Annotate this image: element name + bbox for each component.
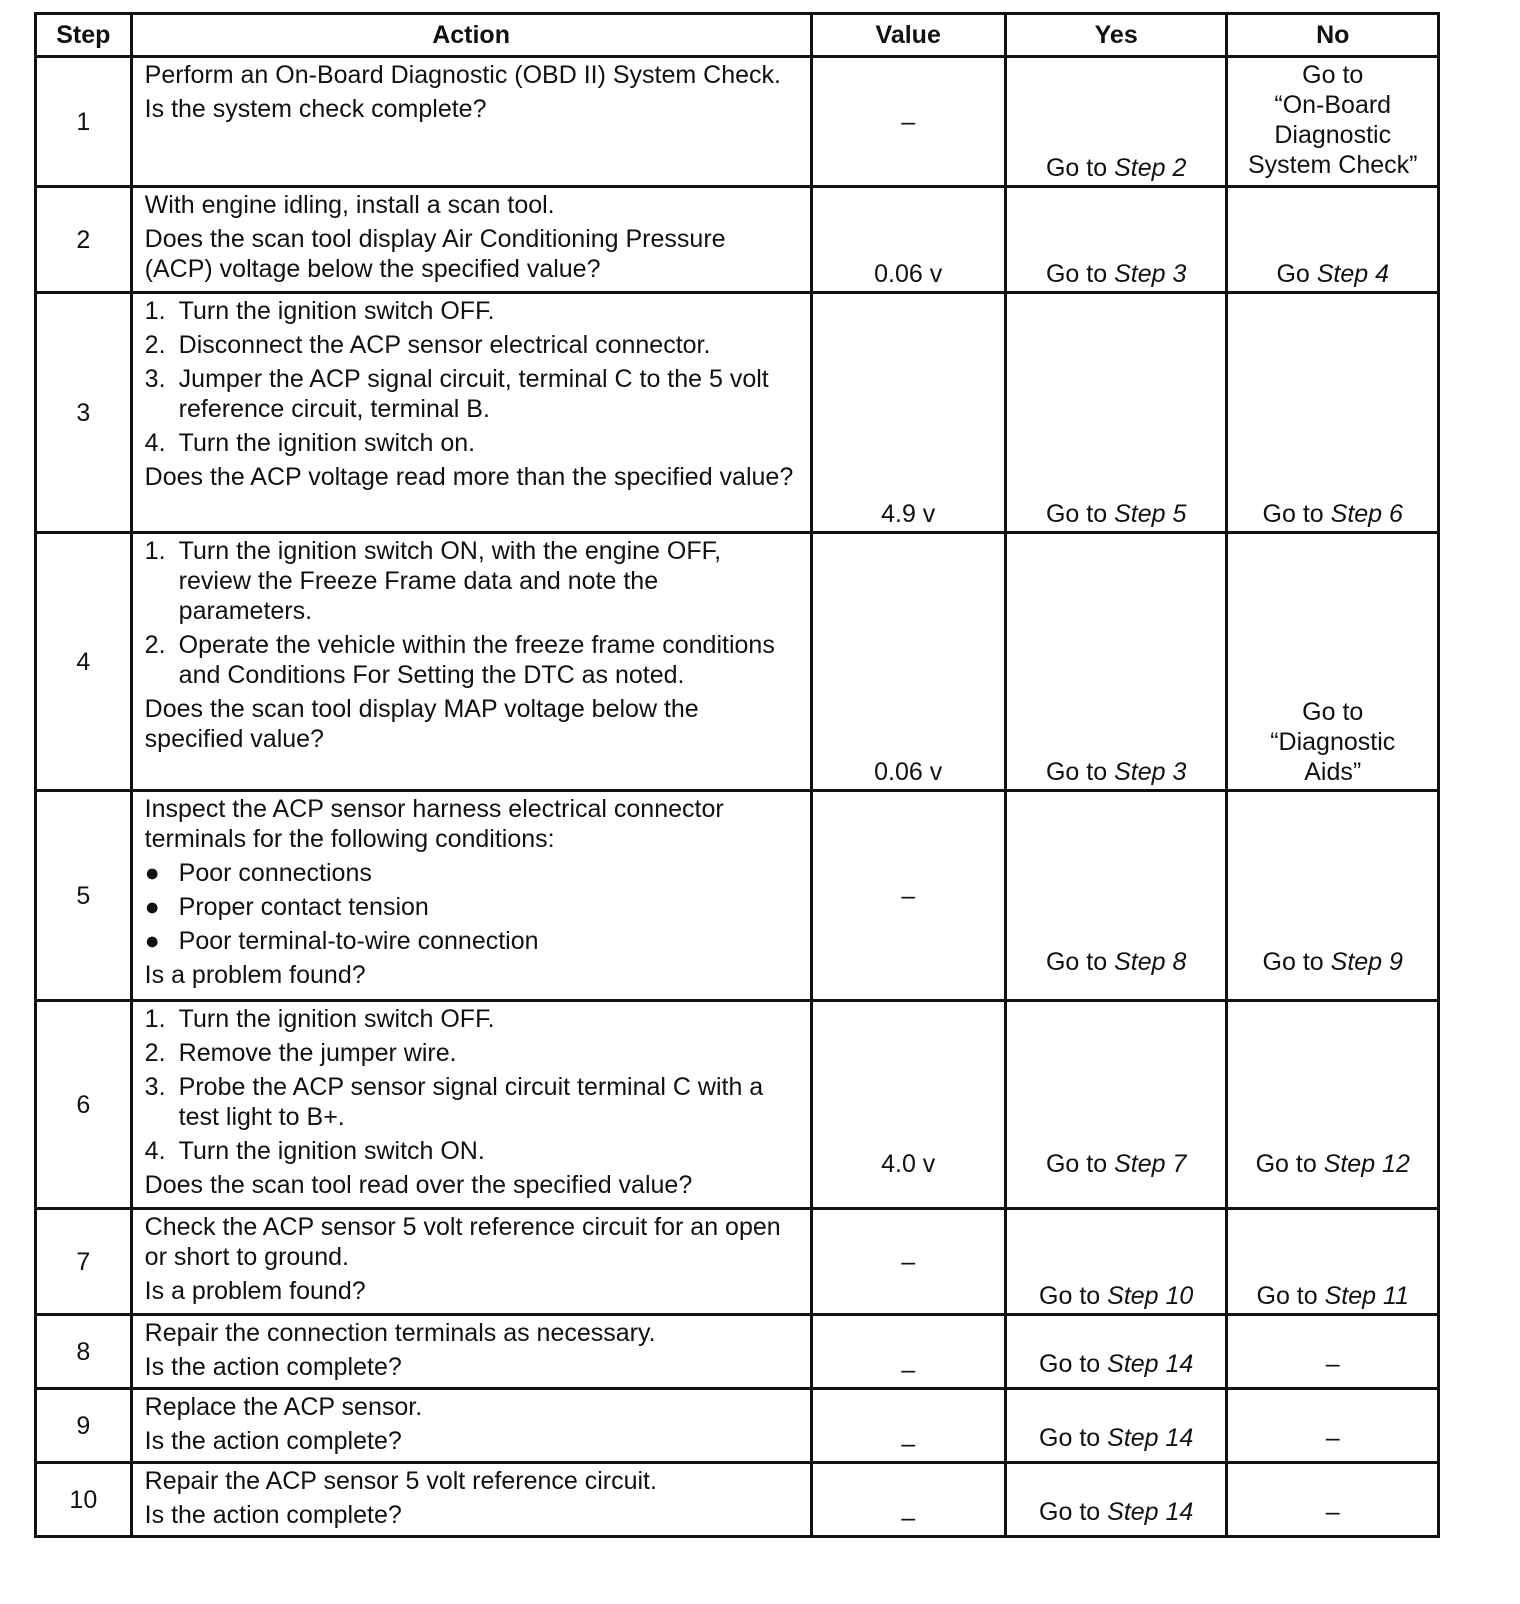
header-value: Value (811, 14, 1005, 57)
action-question: Does the scan tool read over the specified value? (144, 1171, 693, 1199)
action-question: Does the scan tool display MAP voltage below the specified value? (144, 695, 699, 753)
step-number: 4 (36, 533, 132, 791)
action-cell (131, 1209, 811, 1315)
yes-goto: Go to (1045, 758, 1108, 786)
no-cell (1227, 1209, 1439, 1315)
action-cell (131, 791, 811, 1001)
action-line: With engine idling, install a scan tool. (144, 191, 555, 219)
bullet-icon: ● (144, 893, 160, 921)
action-question: Does the ACP voltage read more than the specified value? (144, 463, 794, 491)
table-row (36, 187, 1439, 293)
action-item: 1. Turn the ignition switch OFF. (144, 1005, 495, 1033)
action-cell (131, 1389, 811, 1463)
table-row (36, 791, 1439, 1001)
yes-goto: Go to (1045, 1150, 1108, 1178)
header-row (36, 14, 1439, 57)
yes-cell (1005, 1389, 1227, 1463)
yes-cell (1005, 791, 1227, 1001)
table-row (36, 1001, 1439, 1209)
no-step-link: Step 6 (1330, 500, 1403, 528)
no-cell (1227, 187, 1439, 293)
no-cell (1227, 533, 1439, 791)
action-item: 3. Probe the ACP sensor signal circuit terminal C with a test light to B+. (144, 1073, 764, 1131)
no-cell (1227, 1001, 1439, 1209)
step-number: 1 (36, 57, 132, 187)
value-cell: 4.0 v (811, 1001, 1005, 1209)
action-cell (131, 1463, 811, 1537)
step-number: 5 (36, 791, 132, 1001)
action-item: 1. Turn the ignition switch ON, with the engine OFF, review the Freeze Frame data and note the parameters. (144, 537, 722, 625)
table-row (36, 1463, 1439, 1537)
action-line: Check the ACP sensor 5 volt reference circuit for an open or short to ground. (144, 1213, 781, 1271)
value-cell: 0.06 v (811, 533, 1005, 791)
action-item: 3. Jumper the ACP signal circuit, terminal C to the 5 volt reference circuit, terminal B. (144, 365, 769, 423)
action-bullet: ● Poor connections (144, 859, 372, 887)
diagnostic-table (34, 12, 1440, 1538)
yes-step-link: Step 7 (1114, 1150, 1187, 1178)
action-line: Repair the connection terminals as necessary. (144, 1319, 656, 1347)
value-cell: – (811, 1389, 1005, 1463)
yes-step-link: Step 8 (1114, 948, 1187, 976)
value-cell: – (811, 791, 1005, 1001)
yes-cell (1005, 1001, 1227, 1209)
step-number: 2 (36, 187, 132, 293)
action-question: Is the system check complete? (144, 95, 487, 123)
action-item: 2. Disconnect the ACP sensor electrical connector. (144, 331, 711, 359)
yes-step-link: Step 2 (1114, 154, 1187, 182)
no-line: Go to (1302, 698, 1364, 726)
yes-step-link: Step 5 (1114, 500, 1187, 528)
action-question: Is the action complete? (144, 1353, 402, 1381)
yes-goto: Go to (1039, 1350, 1101, 1378)
action-item: 2. Operate the vehicle within the freeze frame conditions and Conditions For Setting the DTC as noted. (144, 631, 775, 689)
action-item: 1. Turn the ignition switch OFF. (144, 297, 495, 325)
bullet-icon: ● (144, 859, 160, 887)
table-row (36, 1209, 1439, 1315)
step-number: 7 (36, 1209, 132, 1315)
no-cell: – (1227, 1315, 1439, 1389)
no-step-link: Step 4 (1316, 260, 1390, 288)
no-line: Go to (1302, 61, 1364, 89)
action-cell (131, 533, 811, 791)
yes-goto: Go to (1045, 260, 1108, 288)
value-cell: – (811, 1315, 1005, 1389)
no-line: Diagnostic (1274, 121, 1392, 149)
table-row (36, 533, 1439, 791)
action-cell (131, 293, 811, 533)
action-item: 4. Turn the ignition switch on. (144, 429, 476, 457)
action-question: Does the scan tool display Air Conditioning Pressure (ACP) voltage below the specified value? (144, 225, 726, 283)
step-number: 9 (36, 1389, 132, 1463)
yes-goto: Go to (1039, 1424, 1101, 1452)
step-number: 10 (36, 1463, 132, 1537)
header-action: Action (131, 14, 811, 57)
table-row (36, 1315, 1439, 1389)
table-row (36, 1389, 1439, 1463)
header-no: No (1227, 14, 1439, 57)
no-goto: Go to (1256, 1282, 1318, 1310)
no-cell (1227, 293, 1439, 533)
header-yes: Yes (1005, 14, 1227, 57)
yes-cell (1005, 1315, 1227, 1389)
no-step-link: Step 12 (1323, 1150, 1410, 1178)
action-question: Is the action complete? (144, 1501, 402, 1529)
action-item: 2. Remove the jumper wire. (144, 1039, 457, 1067)
action-question: Is a problem found? (144, 1277, 366, 1305)
yes-goto: Go to (1039, 1498, 1101, 1526)
yes-cell (1005, 57, 1227, 187)
yes-goto: Go to (1045, 154, 1108, 182)
yes-step-link: Step 14 (1107, 1424, 1194, 1452)
action-cell (131, 1001, 811, 1209)
action-bullet: ● Poor terminal-to-wire connection (144, 927, 539, 955)
no-line: “Diagnostic (1270, 728, 1396, 756)
action-cell (131, 187, 811, 293)
no-cell: – (1227, 1389, 1439, 1463)
step-number: 6 (36, 1001, 132, 1209)
diagnostic-page (34, 12, 1440, 1538)
action-question: Is a problem found? (144, 961, 366, 989)
yes-step-link: Step 14 (1107, 1498, 1194, 1526)
no-goto: Go to (1255, 1150, 1317, 1178)
no-cell (1227, 791, 1439, 1001)
action-line: Repair the ACP sensor 5 volt reference circuit. (144, 1467, 657, 1495)
yes-goto: Go to (1045, 500, 1108, 528)
yes-cell (1005, 293, 1227, 533)
value-cell: – (811, 1209, 1005, 1315)
action-cell (131, 1315, 811, 1389)
no-goto: Go (1276, 260, 1310, 288)
no-step-link: Step 11 (1324, 1282, 1409, 1310)
value-cell: 0.06 v (811, 187, 1005, 293)
yes-step-link: Step 3 (1114, 260, 1187, 288)
table-row (36, 57, 1439, 187)
value-cell: 4.9 v (811, 293, 1005, 533)
action-line: Inspect the ACP sensor harness electrical connector terminals for the following conditions: (144, 795, 724, 853)
yes-cell (1005, 1209, 1227, 1315)
bullet-icon: ● (144, 927, 160, 955)
yes-step-link: Step 10 (1107, 1282, 1194, 1310)
no-step-link: Step 9 (1330, 948, 1403, 976)
no-cell (1227, 57, 1439, 187)
action-line: Replace the ACP sensor. (144, 1393, 423, 1421)
yes-step-link: Step 14 (1107, 1350, 1194, 1378)
no-goto: Go to (1262, 500, 1324, 528)
no-line: Aids” (1304, 758, 1362, 786)
action-cell (131, 57, 811, 187)
action-bullet: ● Proper contact tension (144, 893, 429, 921)
action-item: 4. Turn the ignition switch ON. (144, 1137, 485, 1165)
no-goto: Go to (1262, 948, 1324, 976)
yes-cell (1005, 187, 1227, 293)
no-line: “On-Board (1274, 91, 1392, 119)
action-line: Perform an On-Board Diagnostic (OBD II) System Check. (144, 61, 781, 89)
action-question: Is the action complete? (144, 1427, 402, 1455)
value-cell: – (811, 1463, 1005, 1537)
yes-cell (1005, 533, 1227, 791)
step-number: 8 (36, 1315, 132, 1389)
value-cell: – (811, 57, 1005, 187)
yes-step-link: Step 3 (1114, 758, 1187, 786)
header-step: Step (36, 14, 132, 57)
yes-goto: Go to (1039, 1282, 1101, 1310)
yes-goto: Go to (1045, 948, 1108, 976)
table-row (36, 293, 1439, 533)
no-cell: – (1227, 1463, 1439, 1537)
yes-cell (1005, 1463, 1227, 1537)
no-line: System Check” (1247, 151, 1418, 179)
step-number: 3 (36, 293, 132, 533)
